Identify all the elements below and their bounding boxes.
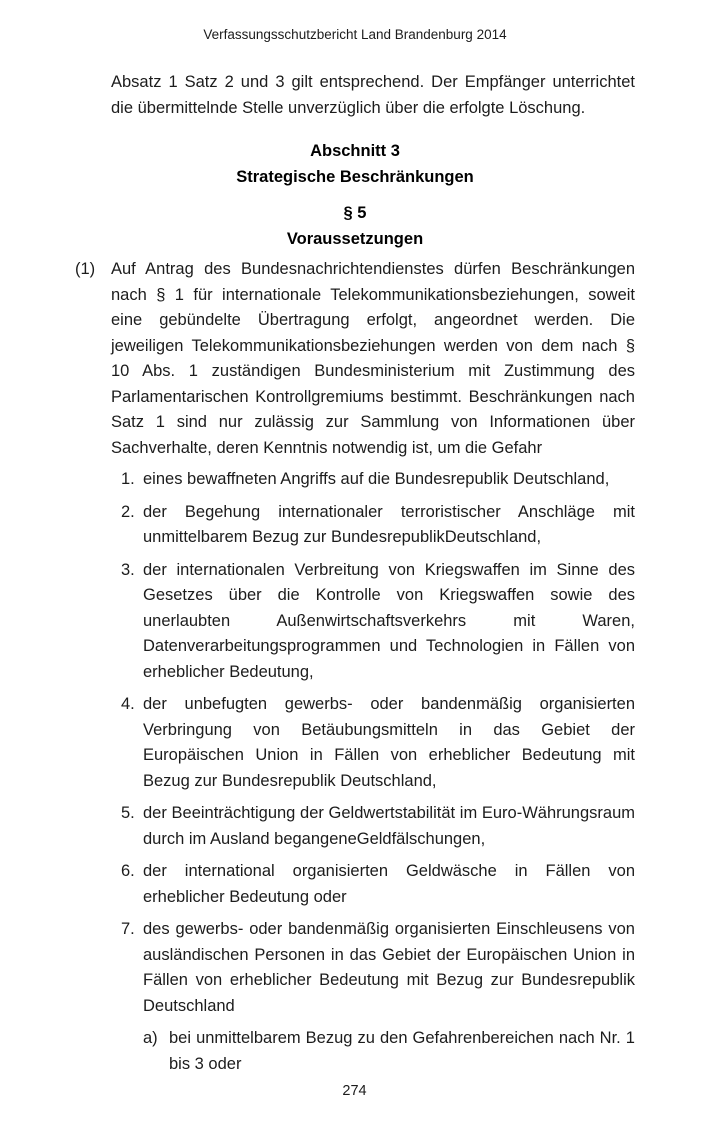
list-item [121,558,635,686]
section-heading-title: Strategische Beschränkungen [236,167,474,186]
list-item [121,801,635,852]
intro-paragraph: Absatz 1 Satz 2 und 3 gilt entsprechend. Der Empfänger unterrichtet die übermittelnde Stelle unverzüglich über die erfolgte Löschung. [111,73,635,117]
list-item-text: der unbefugten gewerbs- oder bandenmäßig organisierten Verbringung von Betäubungsmitteln in das Gebiet der Europäischen Union in Fällen von erheblicher Bedeutung mit Bezug zur Bundesrepublik Deutschland, [143,695,635,790]
list-item-text: der internationalen Verbreitung von Kriegswaffen im Sinne des Gesetzes über die Kontrolle von Kriegswaffen sowie des unerlaubten Außenwirtschaftsverkehrs mit Waren, Datenverarbeitungsprogrammen und Technologien in Fällen von erheblicher Bedeutung, [143,560,635,681]
list-item-marker: 5. [121,804,135,822]
list-item-text: der international organisierten Geldwäsche in Fällen von erheblicher Bedeutung oder [143,862,635,906]
list-item-marker: 3. [121,560,135,579]
sub-list-item [143,1026,635,1077]
list-item [121,917,635,1019]
running-header: Verfassungsschutzbericht Land Brandenburg 2014 [203,27,507,42]
paragraph-1 [75,257,635,461]
paragraph-heading-title: Voraussetzungen [286,229,424,248]
paragraph-heading [75,201,635,252]
section-heading [75,139,635,190]
list-item-marker: 4. [121,695,135,713]
paragraph-1-text: Auf Antrag des Bundesnachrichtendienstes dürfen Beschränkungen nach § 1 für internationale Telekommunikationsbeziehungen, soweit eine gebündelte Übertragung erfolgt, angeordnet werden. Die jeweiligen Telekommunikationsbeziehungen werden von dem nach § 10 Abs. 1 zuständigen Bundesministerium mit Zustimmung des Parlamentarischen Kontrollgremiums bestimmt. Beschränkungen nach Satz 1 sind nur zulässig zur Sammlung von Informationen über Sachverhalte, deren Kenntnis notwendig ist, um die Gefahr [111,260,635,457]
list-item-marker: 1. [121,470,135,488]
paragraph-1-marker: (1) [75,260,96,278]
list-item [121,500,635,551]
sub-list-item-marker: a) [143,1029,158,1047]
sub-list-item-text: bei unmittelbarem Bezug zu den Gefahrenbereichen nach Nr. 1 bis 3 oder [169,1029,635,1073]
list-item-text: des gewerbs- oder bandenmäßig organisierten Einschleusens von ausländischen Personen in das Gebiet der Europäischen Union in Fällen von erheblicher Bedeutung mit Bezug zur Bundesrepublik Deutschland [143,920,635,1015]
list-item-marker: 6. [121,862,135,880]
list-item-text: der Begehung internationaler terroristischer Anschläge mit unmittelbarem Bezug zur BundesrepublikDeutschland, [143,502,635,546]
list-item [121,692,635,794]
paragraph-heading-number: § 5 [343,204,367,222]
list-item [121,859,635,910]
list-item-marker: 7. [121,920,135,938]
list-item-text: der Beeinträchtigung der Geldwertstabilität im Euro-Währungsraum durch im Ausland begangeneGeldfälschungen, [143,804,635,848]
list-item-text: eines bewaffneten Angriffs auf die Bundesrepublik Deutschland, [143,470,610,488]
list-item [121,467,635,493]
page-number: 274 [342,1083,367,1099]
list-item-marker: 2. [121,502,135,521]
section-heading-number: Abschnitt 3 [310,142,400,160]
